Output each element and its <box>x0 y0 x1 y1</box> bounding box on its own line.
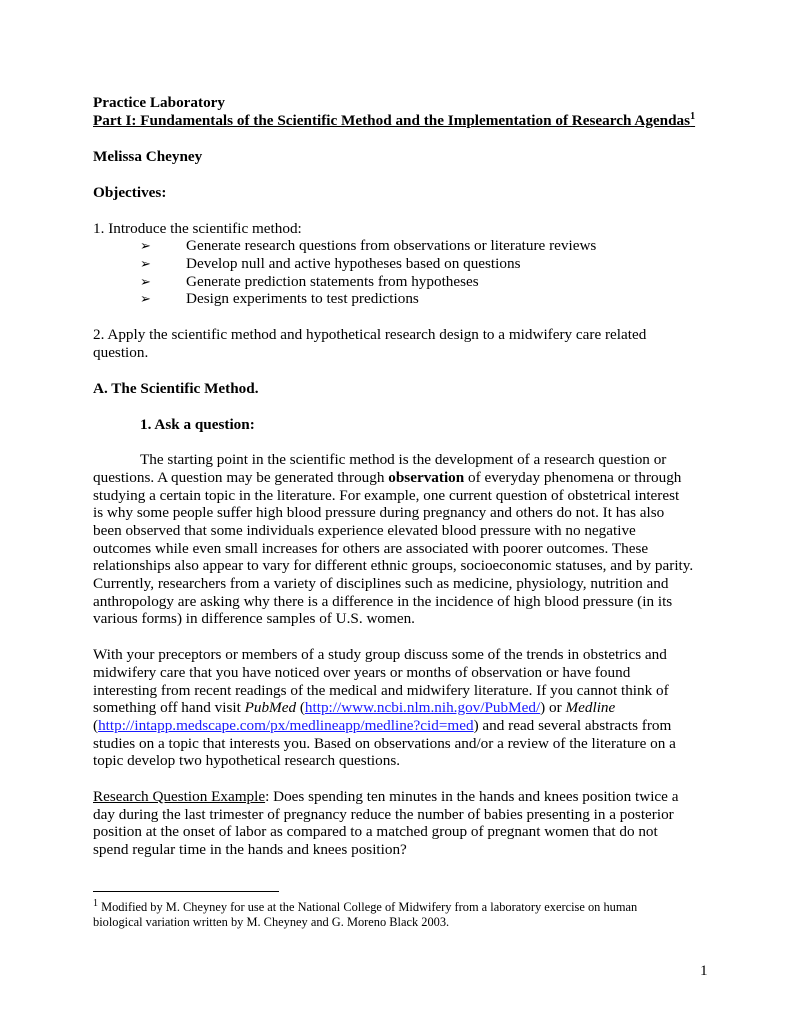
medline-name: Medline <box>565 699 616 716</box>
para2-line: interesting from recent readings of the medical and midwifery literature. If you cannot think of <box>93 682 669 699</box>
para1-line: various forms) in difference samples of U.S. women. <box>93 610 415 627</box>
objective-2-line1: 2. Apply the scientific method and hypothetical research design to a midwifery care related <box>93 326 647 343</box>
para1-line: anthropology are asking why there is a difference in the incidence of high blood pressure (in its <box>93 593 673 610</box>
arrow-bullet-icon: ➢ <box>140 275 151 290</box>
example-line: day during the last trimester of pregnancy reduce the number of babies presenting in a posterior <box>93 806 674 823</box>
doc-title: Practice Laboratory <box>93 94 225 111</box>
example-label: Research Question Example <box>93 788 266 805</box>
para2-text: ( <box>296 699 305 716</box>
para2-line: With your preceptors or members of a study group discuss some of the trends in obstetrics and <box>93 646 667 663</box>
footnote-line: biological variation written by M. Cheyney and G. Moreno Black 2003. <box>93 915 450 929</box>
example-line <box>93 788 678 806</box>
bullet-text: Design experiments to test predictions <box>186 290 419 307</box>
para2-text: something off hand visit <box>93 699 245 716</box>
footnote-ref[interactable]: 1 <box>690 110 696 122</box>
para1-line: relationships also appear to vary for different ethnic groups, socioeconomic statuses, and by parity. <box>93 557 694 574</box>
footnote-marker: 1 <box>93 897 98 909</box>
footnote-divider <box>93 891 279 892</box>
para2-text: ) and read several abstracts from <box>473 717 672 734</box>
para2-line: midwifery care that you have noticed over years or months of observation or have found <box>93 664 631 681</box>
bullet-item <box>140 290 419 309</box>
bullet-text: Generate prediction statements from hypotheses <box>186 273 479 290</box>
para2-line <box>93 717 671 735</box>
bullet-text: Develop null and active hypotheses based on questions <box>186 255 521 272</box>
para1-line: Currently, researchers from a variety of disciplines such as medicine, physiology, nutrition and <box>93 575 669 592</box>
para1-text: of everyday phenomena or through <box>464 469 682 486</box>
objective-1: 1. Introduce the scientific method: <box>93 220 302 237</box>
para2-line: topic develop two hypothetical research questions. <box>93 752 401 769</box>
arrow-bullet-icon: ➢ <box>140 292 151 307</box>
footnote-line <box>93 897 638 915</box>
section-a-heading: A. The Scientific Method. <box>93 380 259 397</box>
objective-2-line2: question. <box>93 344 149 361</box>
arrow-bullet-icon: ➢ <box>140 257 151 272</box>
example-text: : Does spending ten minutes in the hands and knees position twice a <box>265 788 679 805</box>
para1-line: The starting point in the scientific method is the development of a research question or <box>140 451 667 468</box>
pubmed-link[interactable]: http://www.ncbi.nlm.nih.gov/PubMed/ <box>304 699 541 716</box>
pubmed-name: PubMed <box>244 699 297 716</box>
bullet-text: Generate research questions from observations or literature reviews <box>186 237 597 254</box>
para2-line: studies on a topic that interests you. Based on observations and/or a review of the literature on a <box>93 735 676 752</box>
para1-text: questions. A question may be generated through <box>93 469 389 486</box>
page-number: 1 <box>700 962 708 979</box>
part-heading <box>93 112 695 130</box>
part-heading-text: Part I: Fundamentals of the Scientific Method and the Implementation of Research Agendas <box>93 112 691 129</box>
footnote-text: Modified by M. Cheyney for use at the National College of Midwifery from a laboratory exercise on human <box>98 900 638 914</box>
para2-text: ) or <box>540 699 566 716</box>
para1-line: outcomes while even small increases for others are associated with poorer outcomes. These <box>93 540 649 557</box>
author-name: Melissa Cheyney <box>93 148 203 165</box>
para1-line <box>93 469 681 487</box>
para2-line <box>93 699 615 717</box>
arrow-bullet-icon: ➢ <box>140 239 151 254</box>
para1-line: been observed that some individuals experience elevated blood pressure with no negative <box>93 522 636 539</box>
medline-link[interactable]: http://intapp.medscape.com/px/medlineapp/medline?cid=med <box>98 717 474 734</box>
objectives-heading: Objectives: <box>93 184 167 201</box>
para1-line: studying a certain topic in the literature. For example, one current question of obstetrical interest <box>93 487 680 504</box>
subsection-ask-question: 1. Ask a question: <box>140 416 255 433</box>
bullet-item <box>140 255 520 274</box>
example-line: position at the onset of labor as compared to a matched group of pregnant women that do not <box>93 823 658 840</box>
example-line: spend regular time in the hands and knees position? <box>93 841 407 858</box>
bullet-item <box>140 237 596 256</box>
observation-term: observation <box>388 469 465 486</box>
para1-line: is why some people suffer high blood pressure during pregnancy and others do not. It has also <box>93 504 665 521</box>
para2-text: ( <box>93 717 99 734</box>
